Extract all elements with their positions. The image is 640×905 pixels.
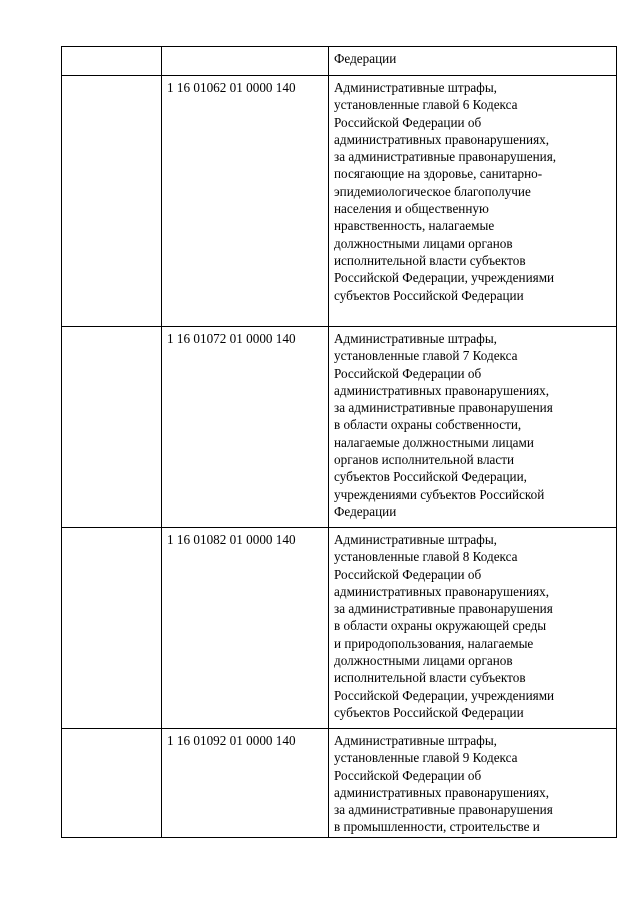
description-line: Административные штрафы,: [334, 331, 497, 346]
code-cell: 1 16 01082 01 0000 140: [162, 528, 329, 729]
description-line: и природопользования, налагаемые: [334, 635, 534, 651]
description-line: в промышленности, строительстве и: [334, 819, 540, 835]
description-line: Российской Федерации об: [334, 114, 482, 130]
description-line: органов исполнительной власти: [334, 452, 515, 468]
description-line: учреждениями субъектов Российской: [334, 486, 545, 502]
description-cell: [329, 729, 617, 838]
description-line: субъектов Российской Федерации: [334, 704, 524, 720]
description-line: населения и общественную: [334, 201, 489, 217]
description-cell: [329, 528, 617, 729]
budget-codes-table: [61, 46, 617, 838]
description-line: субъектов Российской Федерации: [334, 287, 524, 303]
description-line: Российской Федерации об: [334, 566, 482, 582]
description-line: за административные правонарушения,: [334, 149, 557, 165]
code-cell: 1 16 01062 01 0000 140: [162, 76, 329, 327]
description-line: Федерации: [334, 51, 397, 66]
description-line: установленные главой 6 Кодекса: [334, 97, 518, 113]
description-line: в области охраны окружающей среды: [334, 618, 547, 634]
description-line: Российской Федерации, учреждениями: [334, 270, 555, 286]
description-line: за административные правонарушения: [334, 802, 553, 818]
description-line: в области охраны собственности,: [334, 417, 522, 433]
admin-cell: [62, 76, 162, 327]
table-row: [62, 327, 617, 528]
description-line: Российской Федерации об: [334, 767, 482, 783]
description-line: посягающие на здоровье, санитарно-: [334, 166, 543, 182]
description-line: Российской Федерации об: [334, 365, 482, 381]
description-line: налагаемые должностными лицами: [334, 434, 534, 450]
description-line: административных правонарушениях,: [334, 784, 550, 800]
description-line: административных правонарушениях,: [334, 583, 550, 599]
admin-cell: [62, 327, 162, 528]
description-line: за административные правонарушения: [334, 400, 553, 416]
description-line: должностными лицами органов: [334, 653, 513, 669]
description-line: установленные главой 9 Кодекса: [334, 750, 518, 766]
admin-cell: [62, 47, 162, 76]
description-line: эпидемиологическое благополучие: [334, 183, 531, 199]
code-cell: 1 16 01072 01 0000 140: [162, 327, 329, 528]
description-line: установленные главой 8 Кодекса: [334, 549, 518, 565]
description-line: исполнительной власти субъектов: [334, 252, 526, 268]
description-cell: [329, 76, 617, 327]
description-line: субъектов Российской Федерации,: [334, 469, 527, 485]
description-line: исполнительной власти субъектов: [334, 670, 526, 686]
table-row: [62, 76, 617, 327]
admin-cell: [62, 528, 162, 729]
admin-cell: [62, 729, 162, 838]
table-row: [62, 47, 617, 76]
description-line: установленные главой 7 Кодекса: [334, 348, 518, 364]
table-row: [62, 528, 617, 729]
table-row: [62, 729, 617, 838]
description-line: нравственность, налагаемые: [334, 218, 495, 234]
code-cell: [162, 47, 329, 76]
description-line: административных правонарушениях,: [334, 131, 550, 147]
description-line: Административные штрафы,: [334, 532, 497, 547]
description-line: должностными лицами органов: [334, 235, 513, 251]
description-line: Российской Федерации, учреждениями: [334, 687, 555, 703]
description-line: Административные штрафы,: [334, 80, 497, 95]
code-cell: 1 16 01092 01 0000 140: [162, 729, 329, 838]
description-line: Федерации: [334, 503, 397, 519]
description-cell: [329, 327, 617, 528]
description-line: Административные штрафы,: [334, 733, 497, 748]
description-line: административных правонарушениях,: [334, 382, 550, 398]
description-line: за административные правонарушения: [334, 601, 553, 617]
description-cell: [329, 47, 617, 76]
